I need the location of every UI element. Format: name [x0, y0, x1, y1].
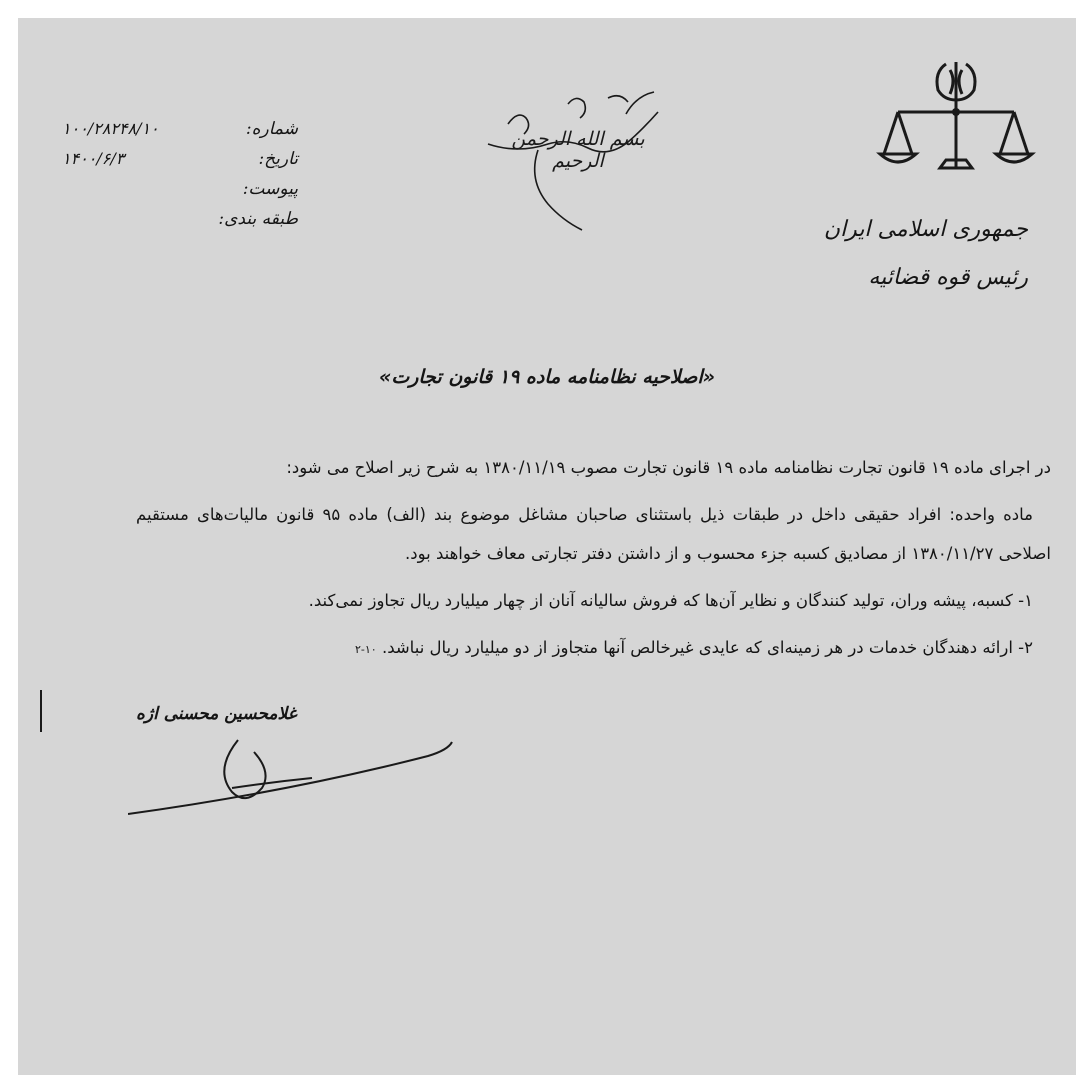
- basmala-text: بسم الله الرحمن الرحیم: [511, 128, 645, 172]
- item-1-paragraph: ۱- کسبه، پیشه وران، تولید کنندگان و نظایر آن‌ها که فروش سالیانه آنان از چهار میلیارد ریال تجاوز نمی‌کند.: [308, 591, 1033, 610]
- reference-values: [62, 114, 232, 174]
- margin-mark: [40, 690, 42, 732]
- document-title: «اصلاحیه نظامنامه ماده ۱۹ قانون تجارت»: [378, 366, 716, 388]
- item-2-reference-note: ۱۰-۲: [354, 643, 377, 656]
- document-body: [136, 448, 1051, 677]
- letterhead-title: [824, 206, 1028, 302]
- handwritten-signature: [128, 718, 468, 818]
- office-name: رئیس قوه قضائیه: [868, 265, 1028, 290]
- number-label: شماره:: [245, 119, 298, 139]
- document-page: [18, 18, 1076, 1075]
- date-value: ۱۴۰۰/۶/۳: [62, 149, 125, 168]
- justice-scales-emblem-icon: [876, 58, 1036, 188]
- article-paragraph: ماده واحده: افراد حقیقی داخل در طبقات ذیل باستثنای صاحبان مشاغل موضوع بند (الف) ماده ۹۵ قانون مالیات‌های مستقیم اصلاحی ۱۳۸۰/۱۱/۲۷ از مصادیق کسبه جزء محسوب و از داشتن دفتر تجارتی معاف خواهند بود.: [136, 505, 1051, 563]
- classification-label: طبقه بندی:: [218, 209, 298, 229]
- item-2-paragraph: [136, 628, 1051, 669]
- signatory-name: غلامحسین محسنی اژه: [136, 704, 297, 724]
- item-2-text: ۲- ارائه دهندگان خدمات در هر زمینه‌ای که عایدی غیرخالص آنها متجاوز از دو میلیارد ریال نباشد.: [381, 638, 1033, 657]
- attachment-label: پیوست:: [242, 179, 298, 199]
- intro-paragraph: در اجرای ماده ۱۹ قانون تجارت نظامنامه ماده ۱۹ قانون تجارت مصوب ۱۳۸۰/۱۱/۱۹ به شرح زیر اصلاح می شود:: [286, 458, 1051, 477]
- number-value: ۱۰۰/۲۸۲۴۸/۱۰: [62, 119, 159, 138]
- date-label: تاریخ:: [258, 149, 298, 169]
- country-name: جمهوری اسلامی ایران: [823, 217, 1028, 242]
